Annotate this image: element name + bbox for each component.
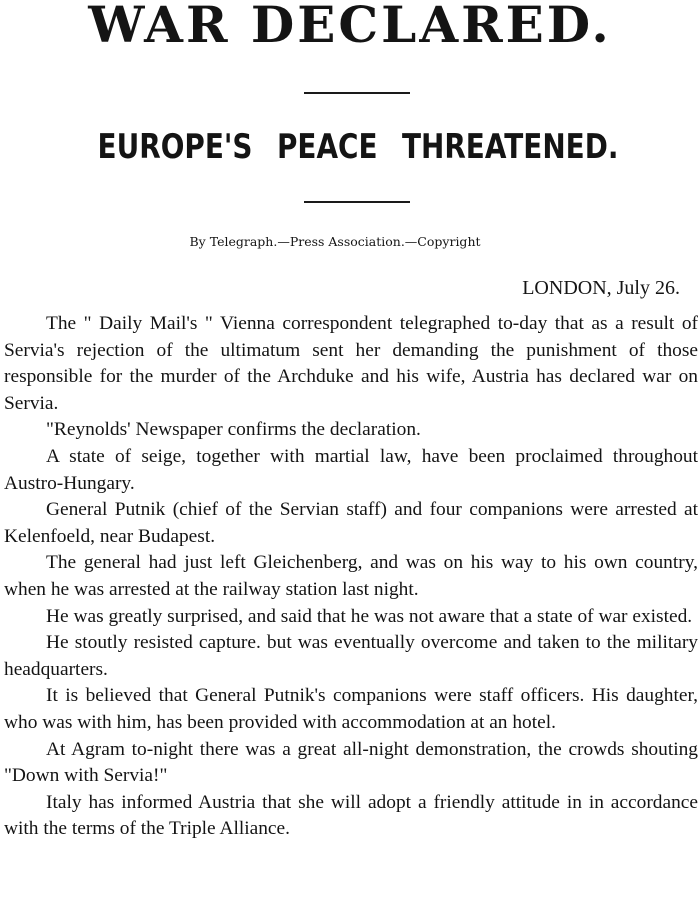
article-paragraph: "Reynolds' Newspaper confirms the declaration. (46, 419, 421, 441)
article-paragraph: He was greatly surprised, and said that he was not aware that a state of war existed. (46, 605, 693, 627)
article-paragraph: At Agram to-night there was a great all-night demonstration, the crowds shouting "Down with Servia!" (4, 738, 698, 787)
article-paragraph: A state of seige, together with martial law, have been proclaimed throughout Austro-Hungary. (4, 445, 698, 494)
article-body (4, 311, 698, 843)
article-paragraph: It is believed that General Putnik's companions were staff officers. His daughter, who was with him, has been provided with accommodation at an hotel. (4, 685, 698, 733)
article-paragraph: The general had just left Gleichenberg, and was on his way to his own country, when he was arrested at the railway station last night. (4, 552, 698, 600)
divider-rule (304, 201, 410, 203)
article-paragraph: He stoutly resisted capture. but was eventually overcome and taken to the military headquarters. (4, 632, 698, 680)
article-paragraph: The " Daily Mail's " Vienna correspondent telegraphed to-day that as a result of Servia's rejection of the ultimatum sent her demanding the punishment of those responsible for the murder of the Archduke and his wife, Austria has declared war on Servia. (4, 313, 698, 414)
article-paragraph: General Putnik (chief of the Servian staff) and four companions were arrested at Kelenfoeld, near Budapest. (4, 499, 698, 547)
headline: WAR DECLARED. (88, 0, 612, 54)
press-credit: By Telegraph.—Press Association.—Copyright (189, 234, 481, 249)
subheadline: EUROPE'S PEACE THREATENED. (97, 127, 619, 167)
dateline: LONDON, July 26. (522, 277, 680, 299)
divider-rule (304, 92, 410, 94)
article-paragraph: Italy has informed Austria that she will adopt a friendly attitude in in accordance with the terms of the Triple Alliance. (4, 791, 698, 840)
